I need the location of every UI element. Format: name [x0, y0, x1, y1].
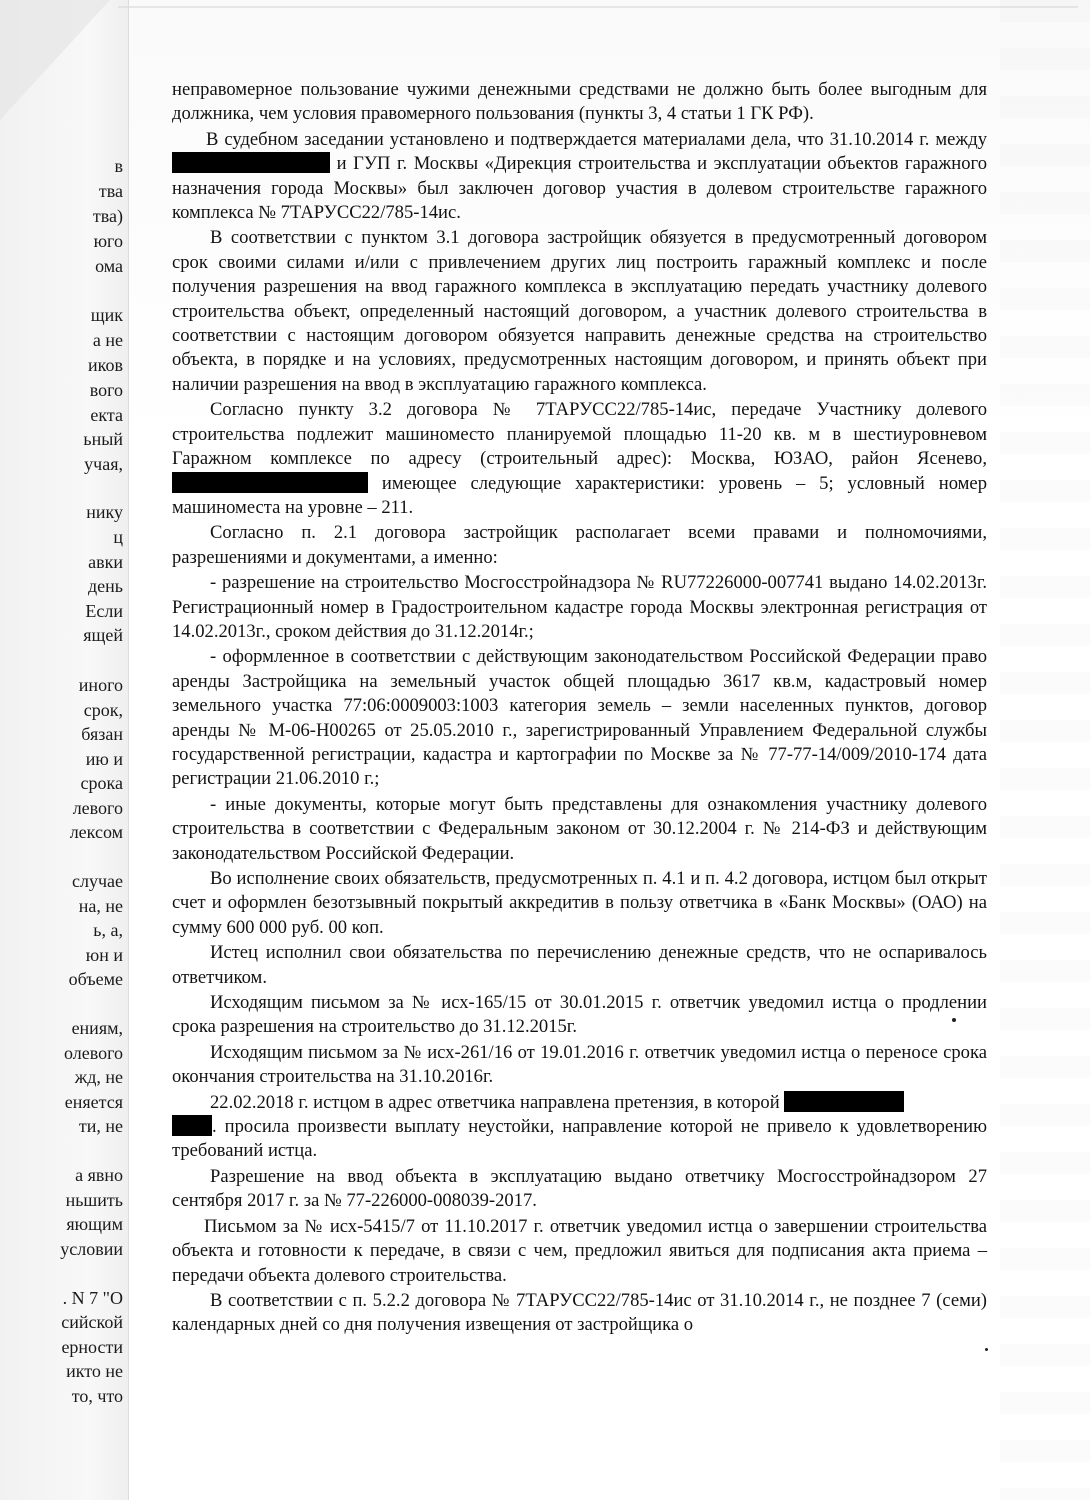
margin-fragment: олевого [63, 1043, 123, 1063]
margin-fragment: лексом [69, 822, 123, 842]
margin-fragment: ерности [61, 1337, 123, 1357]
paragraph-clause-3-2 [172, 398, 987, 520]
paragraph-claim: 22.02.2018 г. истцом в адрес ответчика направлена претензия, в которой . просила произвести выплату неустойки, направление которой не привело к удовлетворению требований истца. [172, 1091, 987, 1162]
margin-fragment: щик [90, 305, 123, 325]
paragraph-letter-261: Исходящим письмом за № исх-261/16 от 19.01.2016 г. ответчик уведомил истца о переносе срока окончания строительства на 31.10.2016г. [172, 1041, 987, 1088]
margin-fragment: ь, а, [93, 920, 123, 940]
scan-speck [952, 1018, 956, 1022]
paragraph-commissioning-permit: Разрешение на ввод объекта в эксплуатацию выдано ответчику Мосгосстройнадзором 27 сентября 2017 г. за № 77-226000-008039-2017. [172, 1165, 987, 1212]
margin-fragment: икто не [66, 1361, 123, 1381]
margin-fragment: еняется [64, 1092, 123, 1112]
claim-text-b: просила произвести выплату неустойки, направление которой не привело к удовлетворению требований истца. [172, 1116, 987, 1162]
paragraph-clause-5-2-2: В соответствии с п. 5.2.2 договора № 7ТАРУСС22/785-14ис от 31.10.2014 г., не позднее 7 (семи) календарных дней со дня получения извещения от застройщика о [172, 1289, 987, 1336]
margin-fragment: объеме [68, 969, 123, 989]
paragraph-court-finding [172, 128, 987, 226]
redaction-bar [172, 152, 330, 173]
margin-fragment: ьный [83, 429, 123, 449]
margin-fragment: ящей [83, 625, 123, 645]
margin-fragment: бязан [81, 724, 123, 744]
margin-fragment: в [114, 156, 123, 176]
margin-fragment: сийской [61, 1312, 123, 1332]
margin-fragment: яющим [66, 1214, 123, 1234]
document-body [172, 78, 987, 1338]
margin-fragment: ц [113, 527, 123, 547]
paragraph-clause-3-1: В соответствии с пунктом 3.1 договора застройщик обязуется в предусмотренный договором срок своими силами и/или с привлечением других лиц построить гаражный комплекс и после получения разрешения на ввод гаражного комплекса в эксплуатацию передать участнику долевого строительства объект, определенный настоящий договором, а участник долевого строительства в соответствии с настоящим договором обязуется направить денежные средства на строительство объекта, в порядке и на условиях, предусмотренных настоящим договором, и принять объект при наличии разрешения на ввод в эксплуатацию гаражного комплекса. [172, 227, 987, 395]
margin-fragment: а явно [75, 1165, 123, 1185]
margin-fragment: случае [71, 871, 123, 891]
margin-fragment: иков [88, 355, 123, 375]
margin-fragment: то, что [71, 1386, 123, 1406]
margin-fragment: Если [85, 601, 123, 621]
page-fold [0, 0, 110, 120]
claim-text-a: 22.02.2018 г. истцом в адрес ответчика направлена претензия, в которой [210, 1091, 780, 1113]
paragraph-clause-2-1: Согласно п. 2.1 договора застройщик располагает всеми правами и полномочиями, разрешениями и документами, а именно: [172, 522, 987, 568]
margin-fragment: юн и [85, 945, 123, 965]
margin-fragment: тва [98, 181, 123, 201]
paragraph-intro: неправомерное пользование чужими денежными средствами не должно быть более выгодным для должника, чем условия правомерного пользования (пункты 3, 4 статьи 1 ГК РФ). [172, 79, 987, 125]
margin-fragment: юго [93, 231, 123, 251]
bleed-through-shadow [1000, 0, 1090, 1500]
court-finding-text-a: В судебном заседании установлено и подтверждается материалами дела, что 31.10.2014 г. между [206, 128, 987, 150]
list-item-land-lease: - оформленное в соответствии с действующим законодательством Российской Федерации право аренды Застройщика на земельный участок общей площадью 3617 кв.м, кадастровый номер земельного участка 77:06:0009003:1003 категория земель – земли населенных пунктов, договор аренды № М-06-Н00265 от 25.05.2010 г., зарегистрированный Управлением Федеральной службы государственной регистрации, кадастра и картографии по Москве за № 77-77-14/009/2010-174 дата регистрации 21.06.2010 г.; [172, 646, 987, 790]
margin-fragment: ома [95, 256, 123, 276]
redaction-bar [172, 472, 368, 493]
margin-fragment: срока [80, 773, 123, 793]
margin-fragment: иного [78, 675, 123, 695]
margin-fragment: нику [86, 502, 123, 522]
paragraph-letter-165: Исходящим письмом за № исх-165/15 от 30.01.2015 г. ответчик уведомил истца о продлении срока разрешения на строительство до 31.12.2015г. [172, 992, 987, 1038]
margin-fragment: вого [89, 380, 123, 400]
paragraph-letter-of-credit: Во исполнение своих обязательств, предусмотренных п. 4.1 и п. 4.2 договора, истцом был открыт счет и оформлен безотзывный покрытый аккредитив в пользу ответчика в «Банк Москвы» (ОАО) на сумму 600 000 руб. 00 коп. [172, 868, 987, 938]
margin-fragment: день [88, 576, 123, 596]
margin-fragment: ию и [85, 749, 123, 769]
margin-fragment: учая, [84, 454, 123, 474]
paragraph-letter-5415: Письмом за № исх-5415/7 от 11.10.2017 г. ответчик уведомил истца о завершении строительства объекта и готовности к передаче, в связи с чем, предложил явиться для подписания акта приема – передачи объекта долевого строительства. [172, 1215, 987, 1286]
margin-fragment: на, не [78, 896, 123, 916]
margin-fragment: а не [92, 330, 123, 350]
list-item-permit: - разрешение на строительство Мосгосстройнадзора № RU77226000-007741 выдано 14.02.2013г. Регистрационный номер в Градостроительном кадастре города Москвы электронная регистрация от 14.02.2013г., сроком действия до 31.12.2014г.; [172, 572, 987, 642]
margin-fragment: жд, не [74, 1067, 123, 1087]
margin-fragment: тва) [92, 206, 123, 226]
margin-fragment: ньшить [65, 1190, 123, 1210]
court-finding-text-b: и ГУП г. Москвы «Дирекция строительства и эксплуатации объектов гаражного назначения города Москвы» был заключен договор участия в долевом строительстве гаражного комплекса № 7ТАРУСС22/785-14ис. [172, 153, 987, 224]
clause-3-2-text-b: имеющее следующие характеристики: уровень – 5; условный номер машиноместа на уровне – 211. [172, 472, 987, 518]
paragraph-payment-fulfilled: Истец исполнил свои обязательства по перечислению денежные средств, что не оспаривалось ответчиком. [172, 942, 987, 988]
redaction-bar [784, 1091, 904, 1112]
margin-fragment: . N 7 "О [62, 1288, 123, 1308]
scan-speck [985, 1348, 988, 1351]
redaction-bar [172, 1115, 212, 1136]
page-top-edge [118, 6, 1078, 16]
margin-fragment: срок, [83, 700, 123, 720]
margin-fragment: авки [88, 552, 123, 572]
margin-fragment: ти, не [78, 1116, 123, 1136]
clause-3-2-text-a: Согласно пункту 3.2 договора № 7ТАРУСС22/785-14ис, передаче Участнику долевого строительства подлежит машиноместо планируемой площадью 11-20 кв. м в шестиуровневом Гаражном комплексе по адресу (строительный адрес): Москва, ЮЗАО, район Ясенево, [172, 399, 987, 470]
margin-fragment: ениям, [71, 1018, 123, 1038]
list-item-other-documents: - иные документы, которые могут быть представлены для ознакомления участнику долевого строительства в соответствии с Федеральным законом от 30.12.2004 г. № 214-ФЗ и действующим законодательством Российской Федерации. [172, 793, 987, 864]
margin-fragment: левого [72, 798, 123, 818]
margin-fragment: условии [60, 1239, 123, 1259]
margin-fragment: екта [90, 405, 123, 425]
